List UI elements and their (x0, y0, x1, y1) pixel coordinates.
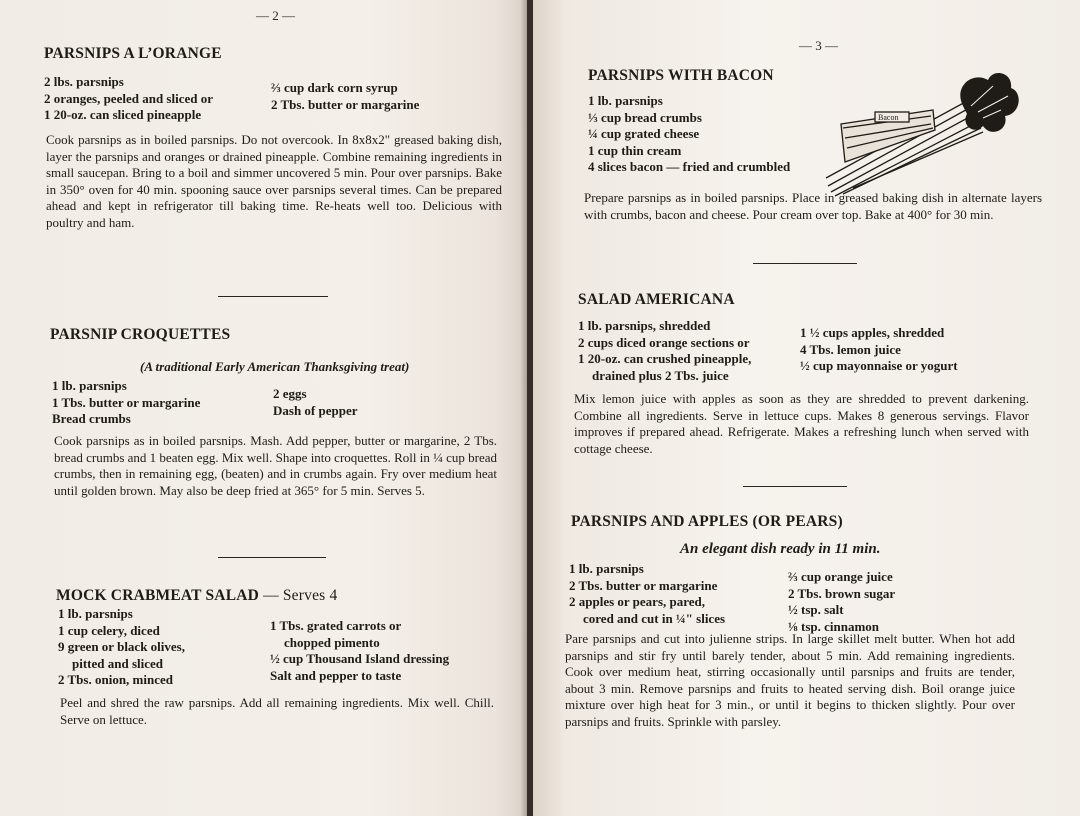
bacon-parsnips-illustration (823, 66, 1023, 198)
ingredient: ⅛ tsp. cinnamon (788, 618, 880, 634)
ingredient: 1 lb. parsnips (52, 378, 127, 393)
ingredient: 1 20-oz. can sliced pineapple (44, 107, 202, 122)
ingredient: 1 lb. parsnips (58, 606, 133, 621)
ingredient-list-right (800, 325, 958, 375)
page-number: — 2 — (256, 8, 295, 23)
recipe-subtitle: An elegant dish ready in 11 min. (680, 541, 881, 557)
ingredient: 2 apples or pears, pared, (569, 594, 706, 609)
recipe-directions: Mix lemon juice with apples as soon as they are shredded to prevent darkening. Combine all ingredients. Serve in lettuce cups. Makes 8 generous servings. Flavor improves if prepared ahead. Refrigerate. Makes a refreshing lunch when served with cottage cheese. (574, 391, 1029, 456)
ingredient: ½ cup mayonnaise or yogurt (800, 358, 958, 373)
ingredient-list-right (271, 80, 419, 113)
right-page (533, 0, 1080, 816)
left-page (0, 0, 527, 816)
recipe-title: PARSNIPS A L’ORANGE (44, 45, 222, 62)
recipe-directions: Peel and shred the raw parsnips. Add all remaining ingredients. Mix well. Chill. Serve on lettuce. (60, 695, 494, 727)
ingredient: chopped pimento (284, 634, 380, 650)
ingredient: ⅔ cup dark corn syrup (271, 80, 398, 95)
recipe-title-text: MOCK CRABMEAT SALAD (56, 587, 260, 604)
ingredient: 9 green or black olives, (58, 639, 185, 654)
ingredient: 1 lb. parsnips, shredded (578, 318, 711, 333)
ingredient: 2 cups diced orange sections or (578, 334, 750, 350)
divider (218, 557, 326, 558)
recipe-title: PARSNIPS WITH BACON (588, 67, 774, 84)
ingredient-list-left (58, 606, 185, 689)
ingredient-list-left (569, 561, 725, 627)
ingredient: 2 Tbs. butter or margarine (569, 577, 718, 593)
ingredient: 4 slices bacon — fried and crumbled (588, 159, 791, 174)
ingredient: 1 lb. parsnips (569, 561, 644, 576)
ingredient: 2 Tbs. onion, minced (58, 672, 173, 687)
recipe-title: SALAD AMERICANA (578, 291, 735, 308)
illustration-label: Bacon (878, 113, 899, 122)
page-number: — 3 — (799, 38, 838, 53)
divider (743, 486, 847, 487)
ingredient: ⅔ cup orange juice (788, 569, 893, 584)
recipe-directions: Cook parsnips as in boiled parsnips. Do not overcook. In 8x8x2" greased baking dish, layer the parsnips and oranges or drained pineapple. Combine remaining ingredients in small saucepan. Bring to a boil and simmer uncovered 5 min. Pour over parsnips. Bake in 350° oven for 40 min. spooning sauce over parsnips several times. Can be prepared ahead and kept in refrigerator till baking time. Re-heats well too. Delicious with poultry and ham. (46, 132, 502, 230)
ingredient: 2 Tbs. brown sugar (788, 585, 896, 601)
ingredient: 1 lb. parsnips (588, 93, 663, 108)
ingredient: Bread crumbs (52, 411, 131, 426)
ingredient: 2 eggs (273, 386, 307, 401)
ingredient-list (588, 93, 790, 176)
ingredient: 2 oranges, peeled and sliced or (44, 90, 213, 106)
ingredient: cored and cut in ¼" slices (583, 610, 726, 626)
ingredient: 1 Tbs. grated carrots or (270, 618, 402, 633)
recipe-title (56, 587, 337, 605)
ingredient: ½ cup Thousand Island dressing (270, 651, 450, 666)
ingredient: 1 Tbs. butter or margarine (52, 394, 201, 410)
ingredient: 1 cup thin cream (588, 142, 682, 158)
ingredient-list-right (788, 569, 895, 635)
ingredient: pitted and sliced (72, 655, 164, 671)
ingredient: 2 Tbs. butter or margarine (271, 96, 420, 112)
serving-note: — Serves 4 (259, 587, 338, 604)
ingredient: ⅓ cup bread crumbs (588, 109, 702, 125)
recipe-subtitle: (A traditional Early American Thanksgiving treat) (140, 359, 410, 374)
ingredient-list-right (273, 386, 358, 419)
ingredient-list-right (270, 618, 449, 684)
recipe-title: PARSNIP CROQUETTES (50, 326, 231, 343)
ingredient: 1 cup celery, diced (58, 622, 160, 638)
ingredient: drained plus 2 Tbs. juice (592, 367, 729, 383)
ingredient: Dash of pepper (273, 402, 358, 418)
divider (753, 263, 857, 264)
ingredient-list-left (52, 378, 200, 428)
ingredient: 1 20-oz. can crushed pineapple, (578, 351, 752, 366)
ingredient: 1 ½ cups apples, shredded (800, 325, 945, 340)
ingredient: 2 lbs. parsnips (44, 74, 124, 89)
ingredient: 4 Tbs. lemon juice (800, 341, 901, 357)
ingredient-list-left (44, 74, 213, 124)
recipe-directions: Prepare parsnips as in boiled parsnips. Place in greased baking dish in alternate layers with crumbs, bacon and cheese. Pour cream over top. Bake at 400° for 30 min. (584, 190, 1042, 222)
recipe-directions: Cook parsnips as in boiled parsnips. Mash. Add pepper, butter or margarine, 2 Tbs. bread crumbs and 1 beaten egg. Mix well. Shape into croquettes. Roll in ¼ cup bread crumbs, then in remaining egg, (beaten) and in crumbs again. Fry over medium heat until golden brown. May also be deep fried at 365° for 5 min. Serves 5. (54, 433, 497, 498)
ingredient: Salt and pepper to taste (270, 667, 402, 683)
recipe-title: PARSNIPS AND APPLES (OR PEARS) (571, 513, 843, 530)
divider (218, 296, 328, 297)
ingredient: ½ tsp. salt (788, 602, 844, 617)
ingredient-list-left (578, 318, 751, 384)
ingredient: ¼ cup grated cheese (588, 126, 700, 141)
recipe-directions: Pare parsnips and cut into julienne strips. In large skillet melt butter. When hot add parsnips and stir fry until barely tender, about 5 min. Add remaining ingredients. Cook over medium heat, stirring occasionally until parsnips and fruits are tender, about 3 min. Remove parsnips and fruits to heated serving dish. Boil orange juice mixture over high heat for 3 min., or until it begins to thicken slightly. Pour over parsnips and fruits. Sprinkle with parsley. (565, 631, 1015, 729)
